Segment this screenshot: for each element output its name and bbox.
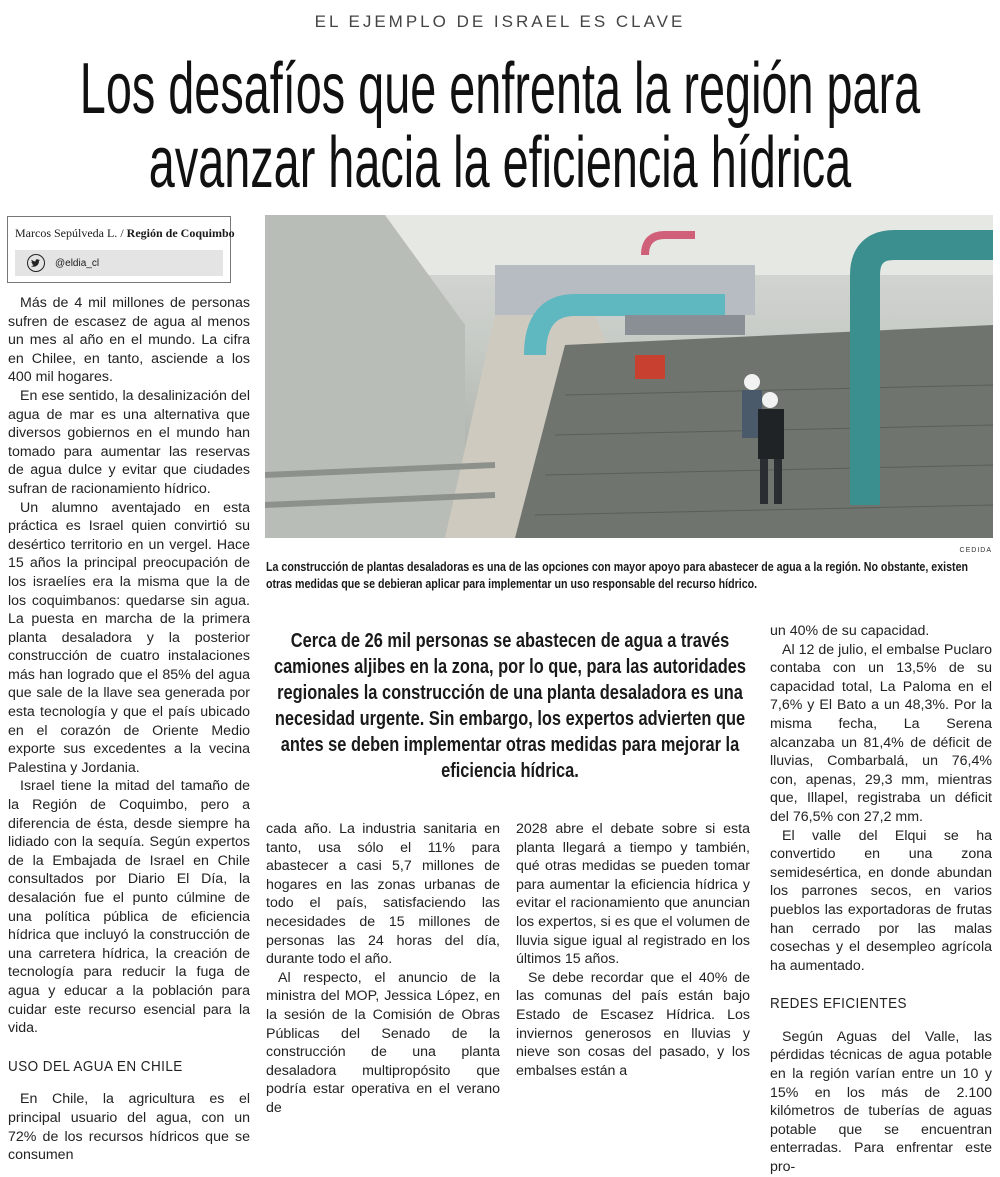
byline: [15, 226, 235, 241]
column-1: [8, 294, 250, 1165]
paragraph: Al respecto, el anuncio de la ministra del MOP, Jessica López, en la sesión de la Comisión de Obras Públicas del Senado de la construcción de una planta desaladora multipropósito que podría estar operativa en el verano de: [266, 969, 500, 1116]
subhead-redes-eficientes: REDES EFICIENTES: [770, 995, 907, 1013]
paragraph: 2028 abre el debate sobre si esta planta llegará a tiempo y también, qué otras medidas se pueden tomar para aumentar la eficiencia hídrica y evitar el racionamiento que anuncian los expertos, si es que el volumen de lluvia sigue igual al registrado en los últimos 15 años.: [516, 821, 750, 968]
byline-separator: /: [120, 226, 124, 240]
paragraph: cada año. La industria sanitaria en tanto, usa sólo el 11% para abastecer a casi 5,7 millones de hogares en las zonas urbanas de todo el país, satisfaciendo las necesidades de 15 millones de personas las 24 horas del día, durante todo el año.: [266, 821, 500, 968]
kicker: EL EJEMPLO DE ISRAEL ES CLAVE: [314, 12, 686, 31]
paragraph: Israel tiene la mitad del tamaño de la Región de Coquimbo, pero a diferencia de ésta, desde siempre ha lidiado con la sequía. Según expertos de la Embajada de Israel en Chile consultados por Diario El Día, la desalación fue el punto cúlmine de una política pública de eficiencia hídrica que incluyó la construcción de una carretera hídrica, la creación de tecnología para reducir la fuga de agua y educar a la población para cuidar este recurso esencial para la vida.: [8, 778, 250, 1037]
column-4: [770, 622, 992, 1177]
author: Marcos Sepúlveda L.: [15, 226, 118, 240]
twitter-icon: [27, 254, 45, 272]
desalination-plant-photo: [265, 215, 993, 538]
photo-caption: La construcción de plantas desaladoras es una de las opciones con mayor apoyo para abastecer de agua a la región. No obstante, existen otras medidas que se debieran aplicar para implementar un uso responsable del recurso hídrico.: [266, 559, 969, 591]
paragraph: El valle del Elqui se ha convertido en una zona semidesértica, en donde abundan los parrones secos, en varios pueblos las exportadoras de frutas han cerrado por las malas cosechas y el desempleo agrícola ha aumentado.: [770, 827, 992, 974]
twitter-handle: @eldia_cl: [55, 257, 100, 269]
photo-credit: CEDIDA: [959, 547, 992, 554]
column-3: [516, 820, 750, 1080]
paragraph: Al 12 de julio, el embalse Puclaro contaba con un 13,5% de su capacidad total, La Paloma en el 7,6% y El Bato a un 48,3%. Por la misma fecha, La Serena alcanzaba un 81,4% de déficit de lluvias, Combarbalá, un 76,4% con, apenas, 29,3 mm, mientras que, Illapel, registraba un déficit del 76,5% con 27,2 mm.: [770, 641, 992, 825]
headline: Los desafíos que enfrenta la región para avanzar hacia la eficiencia hídrica: [79, 49, 921, 203]
byline-region: Región de Coquimbo: [126, 226, 235, 240]
paragraph: un 40% de su capacidad.: [770, 623, 930, 639]
paragraph: Según Aguas del Valle, las pérdidas técnicas de agua potable en la región varían entre un 10 y 15% en los más de 2.100 kilómetros de tuberías de aguas potable que se encuentran enterradas. Para enfrentar este pro-: [770, 1028, 992, 1176]
paragraph: Más de 4 mil millones de personas sufren de escasez de agua al menos un mes al año en el mundo. La cifra en Chilee, en tanto, asciende a los 400 mil hogares.: [8, 295, 250, 386]
byline-box: [7, 216, 235, 283]
paragraph: Se debe recordar que el 40% de las comunas del país están bajo Estado de Escasez Hídrica. Los inviernos generosos en lluvias y nieve son cosas del pasado, y los embalses están a: [516, 969, 750, 1079]
pull-quote-text: Cerca de 26 mil personas se abastecen de agua a través camiones aljibes en la zona, por lo que, para las autoridades regionales la construcción de una planta desaladora es una necesidad urgente. Sin embargo, los expertos advierten que antes se deben implementar otras medidas para mejorar la eficiencia hídrica.: [273, 630, 747, 782]
column-2: [266, 820, 500, 1118]
subhead-uso-del-agua: USO DEL AGUA EN CHILE: [8, 1057, 183, 1075]
pull-quote: [265, 628, 755, 784]
paragraph: Un alumno aventajado en esta práctica es Israel quien convirtió su desértico territorio en un vergel. Hace 15 años la principal preocupación de los israelíes era la misma que la de los coquimbanos: quedarse sin agua. La puesta en marcha de la primera planta desaladora y la posterior construcción de cuatro instalaciones más han logrado que el 85% del agua que sale de la llave sea generada por esta tecnología y que el país ubicado en el corazón de Oriente Medio exporte sus excedentes a la vecina Palestina y Jordania.: [8, 499, 250, 776]
twitter-link[interactable]: [15, 250, 223, 276]
paragraph: En Chile, la agricultura es el principal usuario del agua, con un 72% de los recursos hídricos que se consumen: [8, 1091, 250, 1164]
paragraph: En ese sentido, la desalinización del agua de mar es una alternativa que diversos gobiernos en el mundo han tomado para aumentar las reservas de agua dulce y evitar que ciudades sufran de racionamiento hídrico.: [8, 387, 250, 497]
